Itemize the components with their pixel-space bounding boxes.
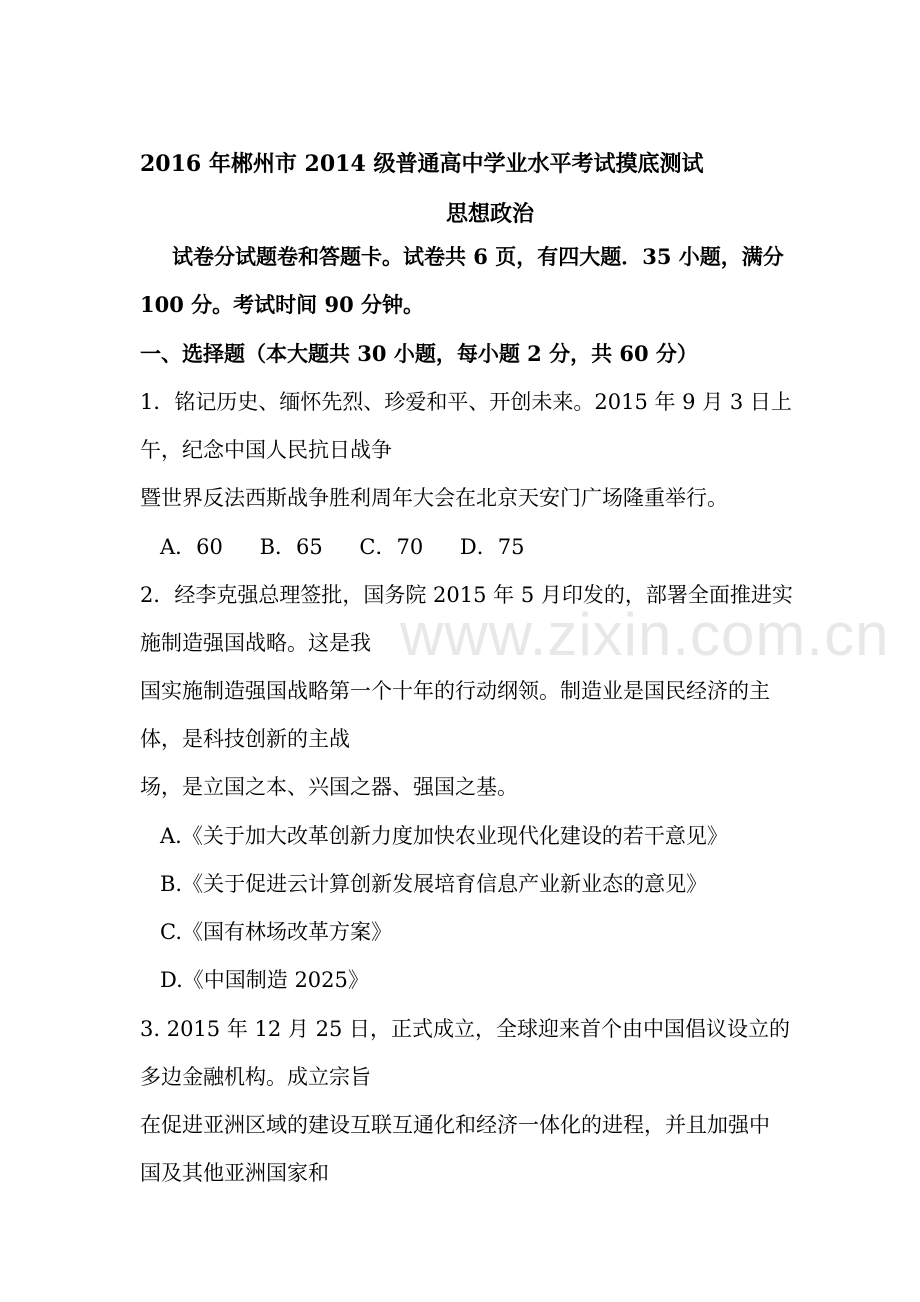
question-1-options [160, 533, 524, 561]
question-2-option-a: A.《关于加大改革创新力度加快农业现代化建设的若干意见》 [160, 824, 728, 848]
question-3-line-4: 国及其他亚洲国家和 [140, 1161, 329, 1185]
question-2-line-3: 国实施制造强国战略第一个十年的行动纲领。制造业是国民经济的主 [140, 679, 770, 703]
intro-line-2: 100 分。考试时间 90 分钟。 [140, 292, 424, 317]
watermark: www.zixin.com.cn [400, 601, 890, 668]
question-2-option-d: D.《中国制造 2025》 [160, 968, 369, 992]
option-d: D．75 [459, 535, 525, 559]
question-2-line-5: 场，是立国之本、兴国之器、强国之基。 [140, 775, 518, 799]
option-c: C．70 [359, 535, 424, 559]
question-2-line-1: 2．经李克强总理签批，国务院 2015 年 5 月印发的，部署全面推进实 [140, 583, 793, 607]
question-3-line-2: 多边金融机构。成立宗旨 [140, 1065, 371, 1089]
option-a: A．60 [160, 535, 223, 559]
question-1-line-1: 1．铭记历史、缅怀先烈、珍爱和平、开创未来。2015 年 9 月 3 日上 [140, 390, 792, 414]
question-3-line-1: 3. 2015 年 12 月 25 日，正式成立，全球迎来首个由中国倡议设立的 [140, 1017, 790, 1041]
question-2-line-4: 体，是科技创新的主战 [140, 727, 350, 751]
exam-subject: 思想政治 [445, 201, 534, 227]
exam-title: 2016 年郴州市 2014 级普通高中学业水平考试摸底测试 [140, 151, 704, 177]
section-heading: 一、选择题（本大题共 30 小题，每小题 2 分，共 60 分） [140, 341, 698, 366]
question-2-option-b: B.《关于促进云计算创新发展培育信息产业新业态的意见》 [160, 872, 708, 896]
question-1-line-3: 暨世界反法西斯战争胜利周年大会在北京天安门广场隆重举行。 [140, 486, 728, 510]
question-2-line-2: 施制造强国战略。这是我 [140, 631, 371, 655]
option-b: B．65 [259, 535, 323, 559]
intro-line-1: 试卷分试题卷和答题卡。试卷共 6 页，有四大题．35 小题，满分 [172, 244, 784, 269]
question-3-line-3: 在促进亚洲区域的建设互联互通化和经济一体化的进程，并且加强中 [140, 1113, 770, 1137]
question-2-option-c: C.《国有林场改革方案》 [160, 920, 392, 944]
question-1-line-2: 午，纪念中国人民抗日战争 [140, 438, 392, 462]
